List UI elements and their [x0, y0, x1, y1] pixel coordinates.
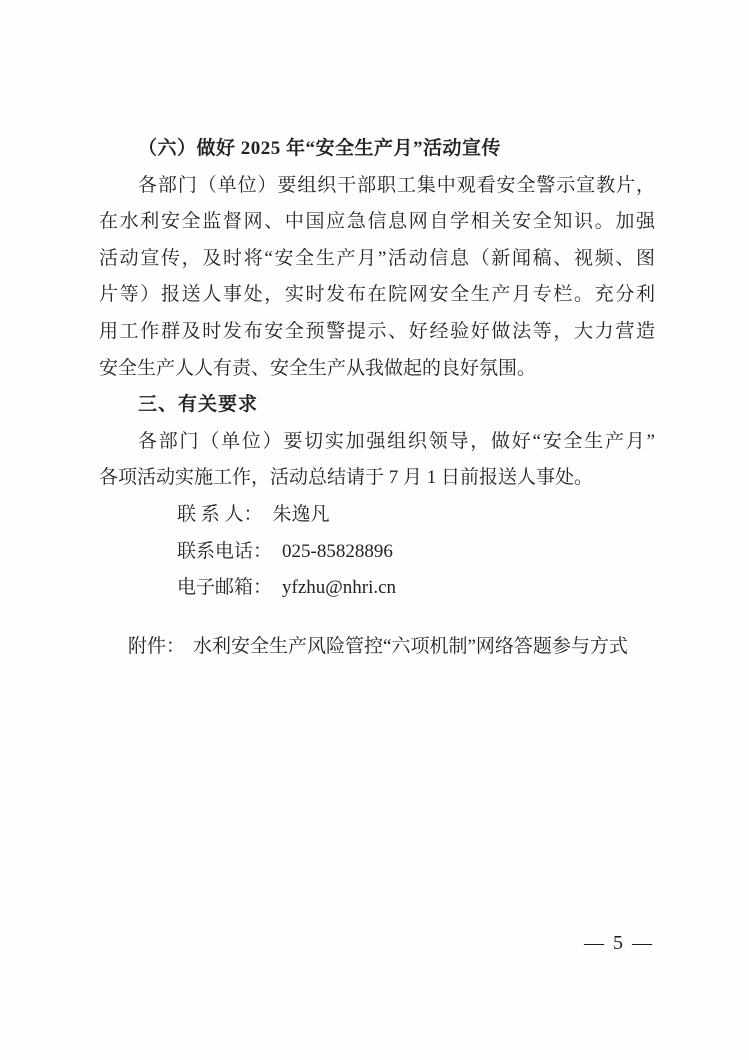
document-body [99, 131, 655, 665]
paragraph-line: 用工作群及时发布安全预警提示、好经验好做法等，大力营造 [99, 320, 655, 342]
contact-email-label: 电子邮箱： [177, 577, 273, 599]
section6-heading: （六）做好 2025 年“安全生产月”活动宣传 [138, 138, 502, 159]
paragraph-line: 片等）报送人事处，实时发布在院网安全生产月专栏。充分利 [99, 284, 655, 306]
page-number: — 5 — [584, 932, 654, 954]
contact-person-line [99, 497, 655, 534]
paragraph-line: 活动宣传，及时将“安全生产月”活动信息（新闻稿、视频、图 [99, 247, 655, 269]
attachment-line [99, 629, 655, 666]
section3-heading: 三、有关要求 [138, 394, 259, 416]
paragraph-line: 各部门（单位）要组织干部职工集中观看安全警示宣教片， [138, 174, 655, 196]
contact-person-value: 朱逸凡 [272, 503, 330, 525]
contact-phone-line [99, 534, 655, 571]
contact-email-line [99, 570, 655, 607]
contact-phone-value: 025-85828896 [282, 540, 393, 562]
attachment-title: 水利安全生产风险管控“六项机制”网络答题参与方式 [193, 635, 628, 657]
paragraph-line: 安全生产人人有责、安全生产从我做起的良好氛围。 [99, 357, 537, 379]
attachment-label: 附件： [128, 635, 186, 657]
paragraph-line: 各部门（单位）要切实加强组织领导，做好“安全生产月” [138, 430, 655, 452]
contact-email-value: yfzhu@nhri.cn [282, 577, 397, 599]
paragraph-line: 各项活动实施工作，活动总结请于 7 月 1 日前报送人事处。 [99, 467, 594, 489]
contact-person-label: 联 系 人： [177, 503, 263, 525]
paragraph-line: 在水利安全监督网、中国应急信息网自学相关安全知识。加强 [99, 211, 655, 233]
contact-phone-label: 联系电话： [177, 540, 273, 562]
